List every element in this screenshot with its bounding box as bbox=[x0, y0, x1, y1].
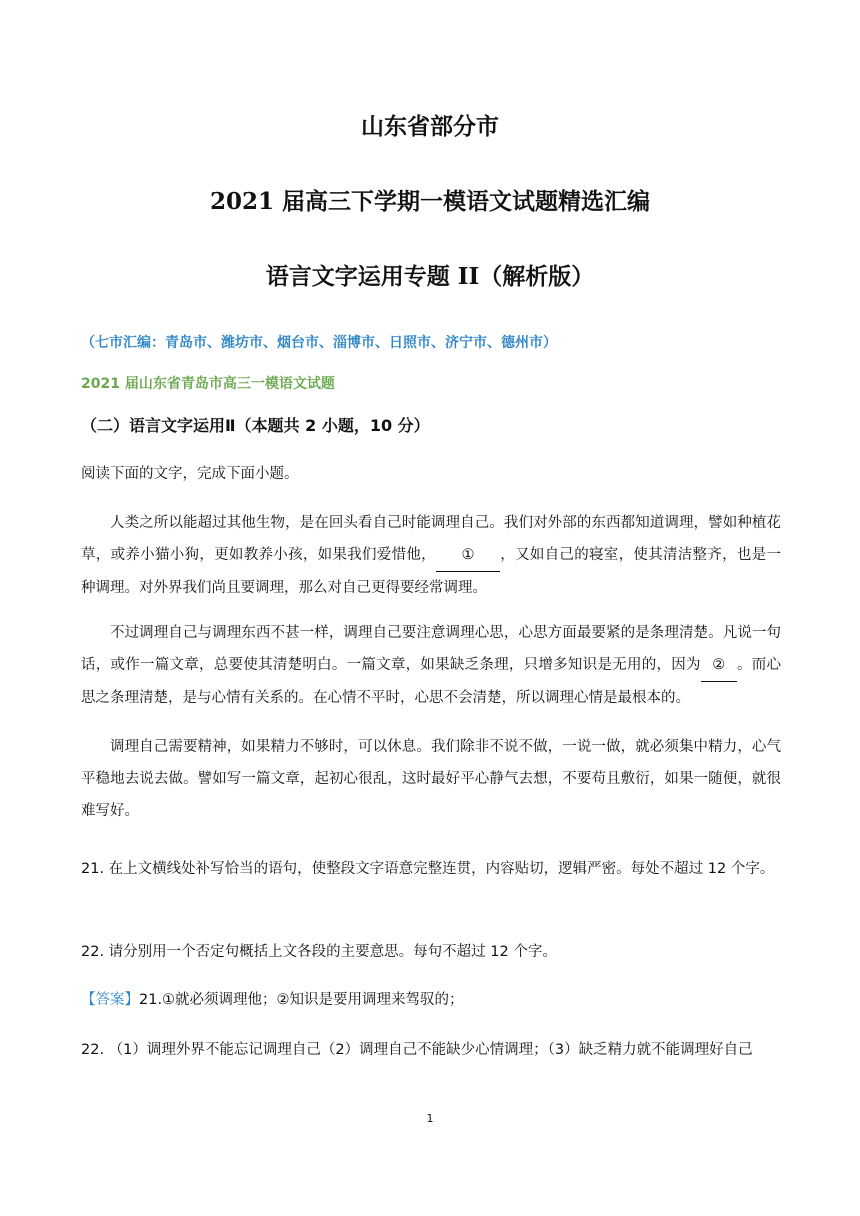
p2-text-before: 不过调理自己与调理东西不甚一样，调理自己要注意调理心思，心思方面最要紧的是条理清楚。凡说一句话，或作一篇文章，总要使其清楚明白。一篇文章，如果缺乏条理，只增多知识是无用的，因为 bbox=[81, 625, 781, 673]
source-note: （七市汇编：青岛市、潍坊市、烟台市、淄博市、日照市、济宁市、德州市） bbox=[81, 335, 557, 351]
title-line-3: 语言文字运用专题 II（解析版） bbox=[265, 263, 595, 290]
section-heading: （二）语言文字运用Ⅱ（本题共 2 小题，10 分） bbox=[81, 416, 430, 435]
blank-2: ② bbox=[701, 649, 737, 682]
p1-text-after: ，又如自己的寝室，使其清洁整齐，也是一种调理。对外界我们尚且要调理，那么对自己更得要经常调理。 bbox=[81, 547, 782, 596]
title-line-2: 2021 届高三下学期一模语文试题精选汇编 bbox=[209, 188, 651, 215]
question-22: 22. 请分别用一个否定句概括上文各段的主要意思。每句不超过 12 个字。 bbox=[81, 944, 557, 960]
passage-paragraph-2 bbox=[81, 617, 781, 714]
answer-21-text: 21.①就必须调理他；②知识是要用调理来驾驭的； bbox=[139, 992, 464, 1008]
p1-text-before: 人类之所以能超过其他生物，是在回头看自己时能调理自己。我们对外部的东西都知道调理，譬如种植花草，或养小猫小狗，更如教养小孩，如果我们爱惜他， bbox=[81, 515, 781, 563]
page-number: 1 bbox=[426, 1112, 434, 1125]
blank-1: ① bbox=[436, 539, 500, 572]
exam-name: 2021 届山东省青岛市高三一模语文试题 bbox=[81, 376, 335, 392]
passage-paragraph-1 bbox=[81, 507, 781, 604]
question-21: 21. 在上文横线处补写恰当的语句，使整段文字语意完整连贯，内容贴切，逻辑严密。每处不超过 12 个字。 bbox=[81, 861, 775, 877]
p2-text-after: 。而心思之条理清楚，是与心情有关系的。在心情不平时，心思不会清楚，所以调理心情是最根本的。 bbox=[81, 657, 782, 706]
title-line-1: 山东省部分市 bbox=[361, 113, 499, 140]
answer-tag: 【答案】 bbox=[81, 992, 139, 1008]
passage-paragraph-3: 调理自己需要精神，如果精力不够时，可以休息。我们除非不说不做，一说一做，就必须集中精力，心气平稳地去说去做。譬如写一篇文章，起初心很乱，这时最好平心静气去想，不要苟且敷衍，如果一随便，就很难写好。 bbox=[81, 739, 781, 819]
answer-21 bbox=[81, 988, 464, 1009]
instruction: 阅读下面的文字，完成下面小题。 bbox=[81, 466, 299, 482]
answer-22: 22. （1）调理外界不能忘记调理自己（2）调理自己不能缺少心情调理；（3）缺乏精力就不能调理好自己 bbox=[81, 1042, 753, 1058]
